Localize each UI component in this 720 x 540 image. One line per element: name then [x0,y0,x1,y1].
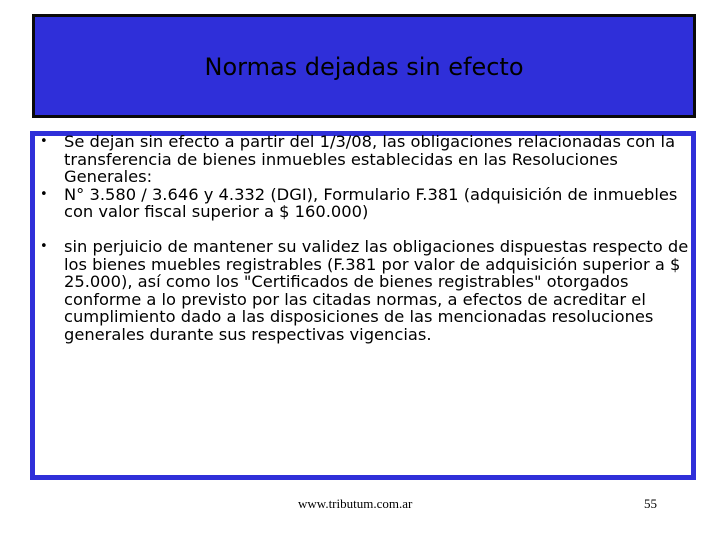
bullet-item [32,133,702,186]
page-number: 55 [644,496,657,511]
bullet-item [32,238,702,344]
bullet-marker: • [40,186,48,202]
bullet-marker: • [40,238,48,254]
bullet-text: N° 3.580 / 3.646 y 4.332 (DGI), Formulario F.381 (adquisición de inmuebles con valor fiscal superior a $ 160.000) [64,184,678,222]
footer-url: www.tributum.com.ar [298,496,413,511]
bullet-spacer [32,221,702,238]
bullet-marker: • [40,134,48,149]
bullet-item [32,186,702,221]
bullet-text: Se dejan sin efecto a partir del 1/3/08, las obligaciones relacionadas con la transferencia de bienes inmuebles establecidas en las Resoluciones Generales: [64,132,676,187]
title-banner [32,14,696,118]
bullet-text: sin perjuicio de mantener su validez las obligaciones dispuestas respecto de los bienes muebles registrables (F.381 por valor de adquisición superior a $ 25.000), así como los "Certificados de bienes registrables" otorgados conforme a lo previsto por las citadas normas, a efectos de acreditar el cumplimiento dado a las disposiciones de las mencionadas resoluciones generales durante sus respectivas vigencias. [64,236,689,344]
slide-title: Normas dejadas sin efecto [204,53,524,81]
bullet-list [32,133,702,344]
